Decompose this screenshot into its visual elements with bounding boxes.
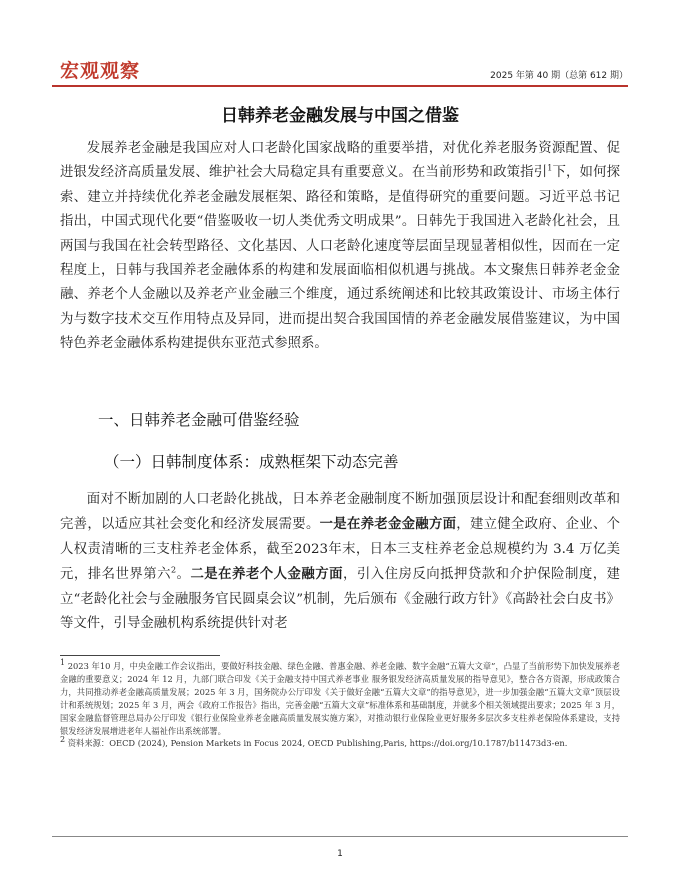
footnote-ref-2[interactable]: 2 bbox=[170, 565, 177, 575]
footer-divider bbox=[52, 836, 628, 837]
footnote-2-text: 资料来源：OECD (2024), Pension Markets in Focus 2024, OECD Publishing,Paris, https://doi.org/10.1787/b11473d3-en. bbox=[67, 738, 568, 749]
para2-text-1: ，建立健全政府、企业、个人权责清晰的三支柱养老金体系，截至2023年末，日本三支柱养老金总规模约为 3.4 万亿美元，排名世界第六 bbox=[60, 517, 621, 583]
header-divider bbox=[52, 85, 628, 87]
intro-text-part2: 下，如何探索、建立并持续优化养老金融发展框架、路径和策略，是值得研究的重要问题。习近平总书记指出，中国式现代化要“借鉴吸收一切人类优秀文明成果”。日韩先于我国进入老龄化社会，且两国与我国在社会转型路径、文化基因、人口老龄化速度等层面呈现显著相似性，因而在一定程度上，日韩与我国养老金融体系的构建和发展面临相似机遇与挑战。本文聚焦日韩养老金金融、养老个人金融以及养老产业金融三个维度，通过系统阐述和比较其政策设计、市场主体行为与数字技术交互作用特点及异同，进而提出契合我国国情的养老金融发展借鉴建议，为中国特色养老金融体系构建提供东亚范式参照系。 bbox=[60, 165, 620, 352]
footnotes bbox=[60, 660, 620, 750]
page-number: 1 bbox=[337, 849, 343, 859]
footnote-ref-1[interactable]: 1 bbox=[547, 163, 553, 173]
section-heading-1: 一、日韩养老金融可借鉴经验 bbox=[98, 411, 300, 429]
article-title: 日韩养老金融发展与中国之借鉴 bbox=[221, 106, 459, 126]
intro-text-part1: 发展养老金融是我国应对人口老龄化国家战略的重要举措，对优化养老服务资源配置、促进银发经济高质量发展、维护社会大局稳定具有重要意义。在当前形势和政策指引 bbox=[60, 141, 620, 181]
footnote-1 bbox=[60, 660, 620, 737]
para2-bold-point-2: 二是在养老个人金融方面 bbox=[190, 566, 344, 583]
body-paragraph-2 bbox=[60, 488, 620, 636]
footnote-2-mark: 2 bbox=[60, 735, 66, 745]
footnote-divider bbox=[60, 655, 220, 656]
footnote-2 bbox=[60, 737, 620, 750]
para2-bold-point-1: 一是在养老金金融方面 bbox=[319, 516, 457, 533]
publication-title: 宏观观察 bbox=[60, 60, 141, 82]
issue-info: 2025 年第 40 期（总第 612 期） bbox=[490, 71, 628, 81]
para2-lead: 面对不断加剧的人口老龄化挑战，日本养老金融制度不断加强顶层设计和配套细则改革和完善，以适应其社会变化和经济发展需要。 bbox=[60, 492, 620, 533]
footnote-1-text: 2023 年10 月，中央金融工作会议指出，要做好科技金融、绿色金融、普惠金融、养老金融、数字金融“五篇大文章”，凸显了当前形势下加快发展养老金融的重要意义；2024 年 12 月，九部门联合印发《关于金融支持中国式养老事业 服务银发经济高质量发展的指导意见》，整合各方资源，形成政策合力，共同推动养老金融高质量发展；2025 年 3 月，国务院办公厅印发《关于做好金融“五篇大文章”的指导意见》，进一步加强金融“五篇大文章”顶层设计和系统规划；2025 年 3 月，两会《政府工作报告》指出，完善金融“五篇大文章”标准体系和基础制度，并就多个相关领域提出要求；2025 年 3 月，国家金融监督管理总局办公厅印发《银行业保险业养老金融高质量发展实施方案》，对推动银行业保险业更好服务多层次多支柱养老保险体系建设，支持银发经济发展增进老年人福祉作出系统部署。 bbox=[60, 661, 621, 736]
subsection-heading-1-1: （一）日韩制度体系：成熟框架下动态完善 bbox=[104, 453, 399, 471]
para2-text-2: 。 bbox=[176, 567, 191, 583]
footnote-1-mark: 1 bbox=[60, 658, 66, 668]
para2-text-3: ，引入住房反向抵押贷款和介护保险制度，建立“老龄化社会与金融服务官民圆桌会议”机制，先后颁布《金融行政方针》《高龄社会白皮书》等文件，引导金融机构系统提供针对老 bbox=[60, 567, 621, 632]
intro-paragraph bbox=[60, 137, 620, 357]
